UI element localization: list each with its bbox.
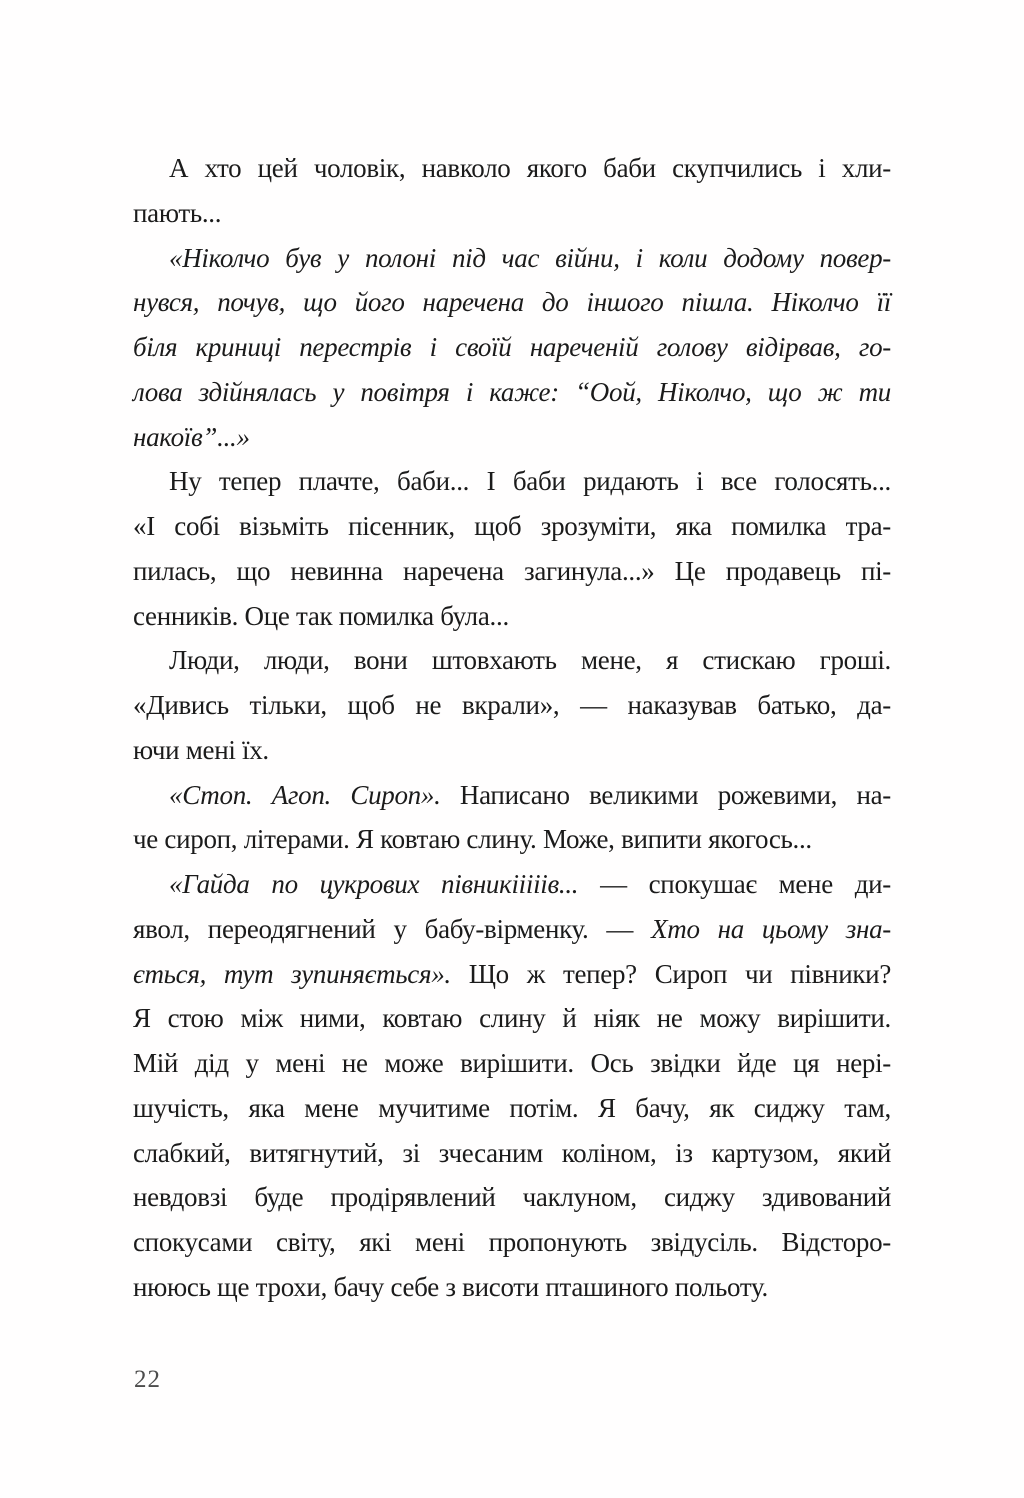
- text-line: [133, 773, 891, 818]
- text-segment: че сироп, літерами. Я ковтаю слину. Може, випити якогось...: [133, 824, 812, 855]
- text-line: [133, 236, 891, 281]
- text-segment: Що ж тепер? Сироп чи півники?: [468, 958, 891, 989]
- text-line: [133, 504, 891, 549]
- text-segment: пають...: [133, 197, 222, 228]
- text-line: [133, 683, 891, 728]
- text-segment: явол, переодягнений у бабу-вірменку. —: [133, 913, 652, 944]
- text-line: [133, 862, 891, 907]
- text-line: [133, 459, 891, 504]
- page-number: 22: [134, 1366, 161, 1393]
- text-segment: «Стоп. Агоп. Сироп».: [169, 779, 460, 810]
- text-segment: спокусами світу, які мені пропонують звідусіль. Відсторо-: [133, 1227, 891, 1257]
- text-segment: — спокушає мене ди-: [600, 869, 891, 899]
- text-line: [133, 1086, 891, 1131]
- text-segment: слабкий, витягнутий, зі зчесаним коліном, із картузом, який: [133, 1137, 891, 1168]
- text-segment: «Ніколчо був у полоні під час війни, і коли додому повер-: [169, 242, 891, 273]
- text-line: [133, 817, 891, 862]
- text-segment: Люди, люди, вони штовхають мене, я стискаю гроші.: [169, 645, 891, 676]
- text-line: [133, 415, 891, 460]
- text-segment: пилась, що невинна наречена загинула...» Це продавець пі-: [133, 555, 891, 586]
- text-line: [133, 146, 891, 191]
- text-segment: лова здійнялась у повітря і каже: “Оой, Ніколчо, що ж ти: [133, 376, 891, 407]
- text-line: [133, 325, 891, 370]
- text-segment: Хто на цьому зна-: [651, 913, 891, 944]
- text-segment: сенників. Оце так помилка була...: [133, 600, 509, 631]
- text-segment: біля криниці перестрів і своїй нареченій голову відірвав, го-: [133, 332, 891, 362]
- text-line: [133, 952, 891, 997]
- text-line: [133, 191, 891, 236]
- text-line: [133, 1220, 891, 1265]
- text-line: [133, 1041, 891, 1086]
- text-segment: ється, тут зупиняється».: [133, 958, 469, 989]
- text-block: [133, 146, 891, 1310]
- text-line: [133, 1175, 891, 1220]
- text-line: [133, 280, 891, 325]
- text-segment: А хто цей чоловік, навколо якого баби скупчились і хли-: [169, 153, 891, 183]
- text-segment: Мій дід у мені не може вирішити. Ось звідки йде ця нері-: [133, 1048, 891, 1078]
- text-line: [133, 728, 891, 773]
- text-line: [133, 1131, 891, 1176]
- text-line: [133, 996, 891, 1041]
- text-line: [133, 370, 891, 415]
- text-segment: нувся, почув, що його наречена до іншого пішла. Ніколчо її: [133, 287, 891, 318]
- text-line: [133, 638, 891, 683]
- text-segment: Написано великими рожевими, на-: [459, 779, 891, 810]
- text-segment: «І собі візьміть пісенник, щоб зрозуміти, яка помилка тра-: [133, 511, 891, 541]
- text-segment: «Дивись тільки, щоб не вкрали», — наказував батько, да-: [133, 690, 891, 720]
- text-segment: «Гайда по цукрових півникііііів...: [169, 869, 601, 899]
- text-line: [133, 1265, 891, 1310]
- text-segment: Ну тепер плачте, баби... І баби ридають і все голосять...: [169, 466, 891, 497]
- text-segment: нююсь ще трохи, бачу себе з висоти пташиного польоту.: [133, 1271, 768, 1302]
- text-segment: шучість, яка мене мучитиме потім. Я бачу, як сиджу там,: [133, 1092, 891, 1123]
- text-line: [133, 549, 891, 594]
- text-segment: Я стою між ними, ковтаю слину й ніяк не можу вирішити.: [133, 1003, 891, 1034]
- text-segment: накоїв”...»: [133, 421, 250, 452]
- text-line: [133, 594, 891, 639]
- text-segment: невдовзі буде продірявлений чаклуном, сиджу здивований: [133, 1182, 891, 1213]
- text-segment: ючи мені їх.: [133, 734, 269, 765]
- text-line: [133, 907, 891, 952]
